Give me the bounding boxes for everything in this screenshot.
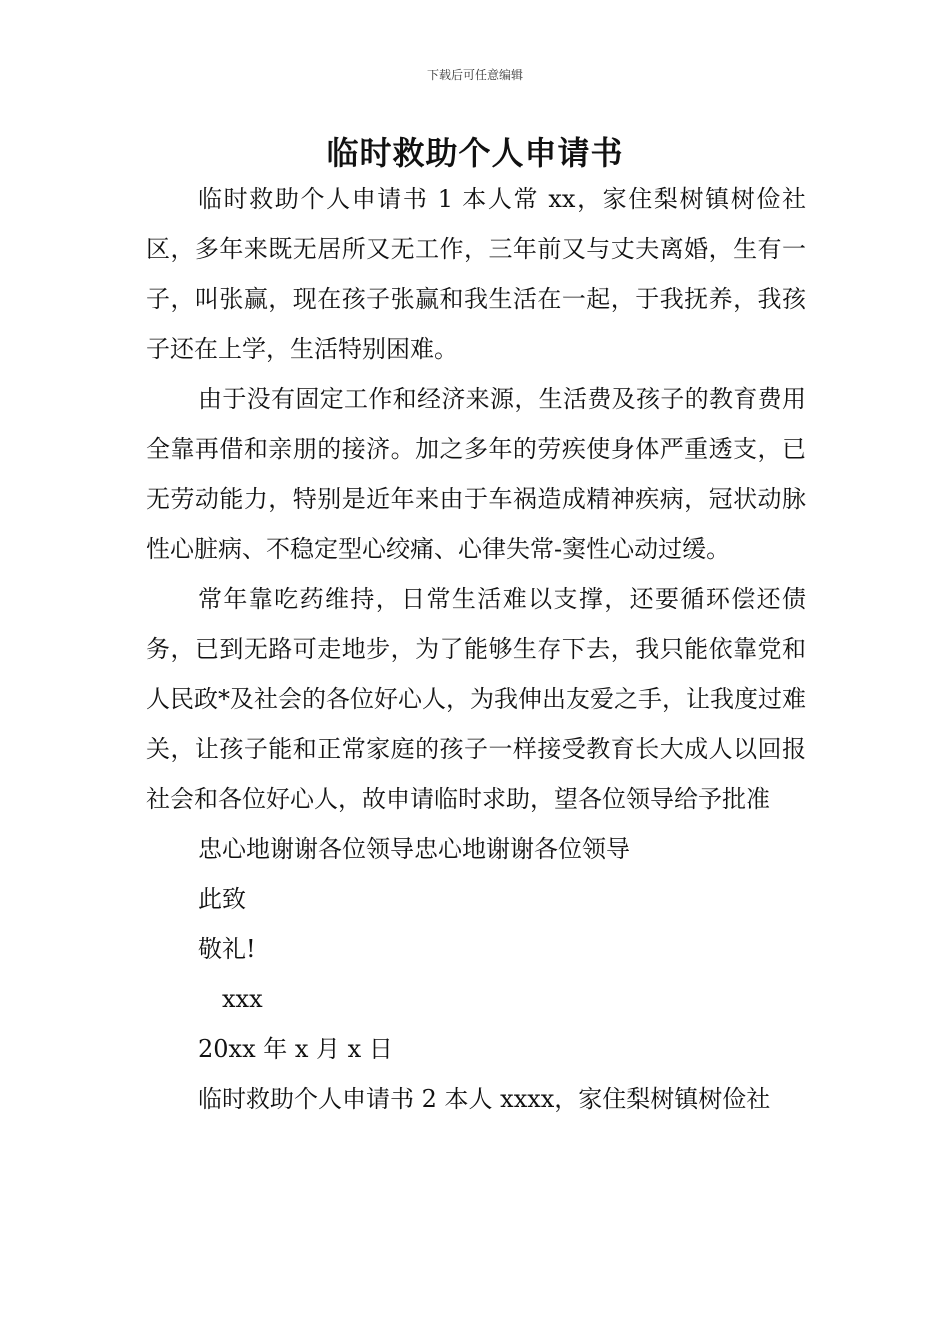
next-paragraph-start: 临时救助个人申请书 2 本人 xxxx，家住梨树镇树俭社 <box>198 1085 771 1113</box>
header-note: 下载后可任意编辑 <box>426 68 523 82</box>
paragraph-2: 由于没有固定工作和经济来源，生活费及孩子的教育费用全靠再借和亲朋的接济。加之多年的劳疾使身体严重透支，已无劳动能力，特别是近年来由于车祸造成精神疾病，冠状动脉性心脏病、不稳定型心绞痛、心律失常-窦性心动过缓。 <box>146 385 806 563</box>
document-title: 临时救助个人申请书 <box>326 134 624 172</box>
document-body <box>146 174 806 1124</box>
paragraph-1: 临时救助个人申请书 1 本人常 xx，家住梨树镇树俭社区，多年来既无居所又无工作，三年前又与丈夫离婚，生有一子，叫张赢，现在孩子张赢和我生活在一起，于我抚养，我孩子还在上学，生活特别困难。 <box>146 185 806 363</box>
paragraph-3: 常年靠吃药维持，日常生活难以支撑，还要循环偿还债务，已到无路可走地步，为了能够生存下去，我只能依靠党和人民政*及社会的各位好心人，为我伸出友爱之手，让我度过难关，让孩子能和正常家庭的孩子一样接受教育长大成人以回报社会和各位好心人，故申请临时求助，望各位领导给予批准 <box>146 585 806 813</box>
thanks-line: 忠心地谢谢各位领导忠心地谢谢各位领导 <box>198 835 630 863</box>
salutation-line-2: 敬礼! <box>198 935 256 963</box>
signature-line: xxx <box>222 985 263 1013</box>
date-line: 20xx 年 x 月 x 日 <box>198 1035 393 1063</box>
salutation-line-1: 此致 <box>198 885 246 913</box>
